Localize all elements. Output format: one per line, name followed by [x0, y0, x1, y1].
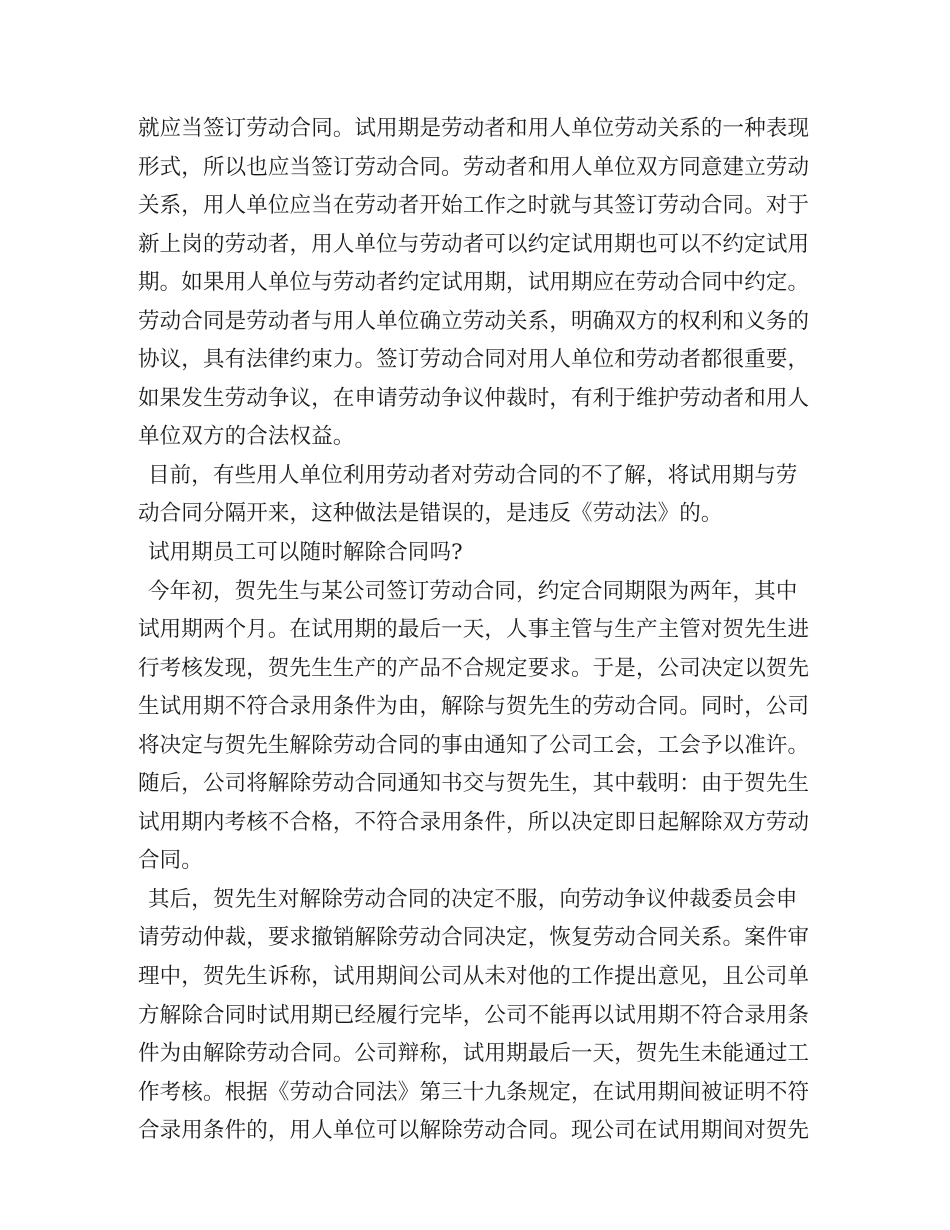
- text-line: 理中，贺先生诉称，试用期间公司从未对他的工作提出意见，且公司单: [138, 964, 810, 990]
- text-line: 试用期内考核不合格，不符合录用条件，所以决定即日起解除双方劳动: [138, 809, 810, 835]
- text-line: 方解除合同时试用期已经履行完毕，公司不能再以试用期不符合录用条: [138, 1002, 810, 1028]
- paragraph-start-line: 今年初，贺先生与某公司签订劳动合同，约定合同期限为两年，其中: [148, 578, 798, 604]
- text-line: 关系，用人单位应当在劳动者开始工作之时就与其签订劳动合同。对于: [138, 193, 810, 219]
- text-line: 件为由解除劳动合同。公司辩称，试用期最后一天，贺先生未能通过工: [138, 1041, 810, 1067]
- text-line: 形式，所以也应当签订劳动合同。劳动者和用人单位双方同意建立劳动: [138, 154, 810, 180]
- text-line: 单位双方的合法权益。: [138, 424, 355, 450]
- text-line: 试用期两个月。在试用期的最后一天，人事主管与生产主管对贺先生进: [138, 617, 810, 643]
- body-text: [138, 110, 828, 1151]
- text-line: 请劳动仲裁，要求撤销解除劳动合同决定，恢复劳动合同关系。案件审: [138, 925, 810, 951]
- text-line: 协议，具有法律约束力。签订劳动合同对用人单位和劳动者都很重要，: [138, 347, 810, 373]
- text-line: 劳动合同是劳动者与用人单位确立劳动关系，明确双方的权利和义务的: [138, 308, 810, 334]
- text-line: 动合同分隔开来，这种做法是错误的，是违反《劳动法》的。: [138, 501, 723, 527]
- text-line: 如果发生劳动争议，在申请劳动争议仲裁时，有利于维护劳动者和用人: [138, 385, 810, 411]
- text-line: 合录用条件的，用人单位可以解除劳动合同。现公司在试用期间对贺先: [138, 1118, 810, 1144]
- paragraph-start-line: 其后，贺先生对解除劳动合同的决定不服，向劳动争议仲裁委员会申: [148, 886, 798, 912]
- text-line: 随后，公司将解除劳动合同通知书交与贺先生，其中载明：由于贺先生: [138, 771, 810, 797]
- text-line: 生试用期不符合录用条件为由，解除与贺先生的劳动合同。同时，公司: [138, 694, 810, 720]
- text-line: 新上岗的劳动者，用人单位与劳动者可以约定试用期也可以不约定试用: [138, 231, 810, 257]
- text-line: 就应当签订劳动合同。试用期是劳动者和用人单位劳动关系的一种表现: [138, 116, 810, 141]
- paragraph-start-line: 目前，有些用人单位利用劳动者对劳动合同的不了解，将试用期与劳: [148, 462, 798, 488]
- text-line: 合同。: [138, 848, 203, 874]
- text-line: 行考核发现，贺先生生产的产品不合规定要求。于是，公司决定以贺先: [138, 655, 810, 681]
- text-line: 期。如果用人单位与劳动者约定试用期，试用期应在劳动合同中约定。: [138, 270, 810, 296]
- text-line: 将决定与贺先生解除劳动合同的事由通知了公司工会，工会予以准许。: [138, 732, 810, 758]
- text-line: 作考核。根据《劳动合同法》第三十九条规定，在试用期间被证明不符: [138, 1079, 810, 1105]
- section-heading: 试用期员工可以随时解除合同吗?: [148, 540, 463, 566]
